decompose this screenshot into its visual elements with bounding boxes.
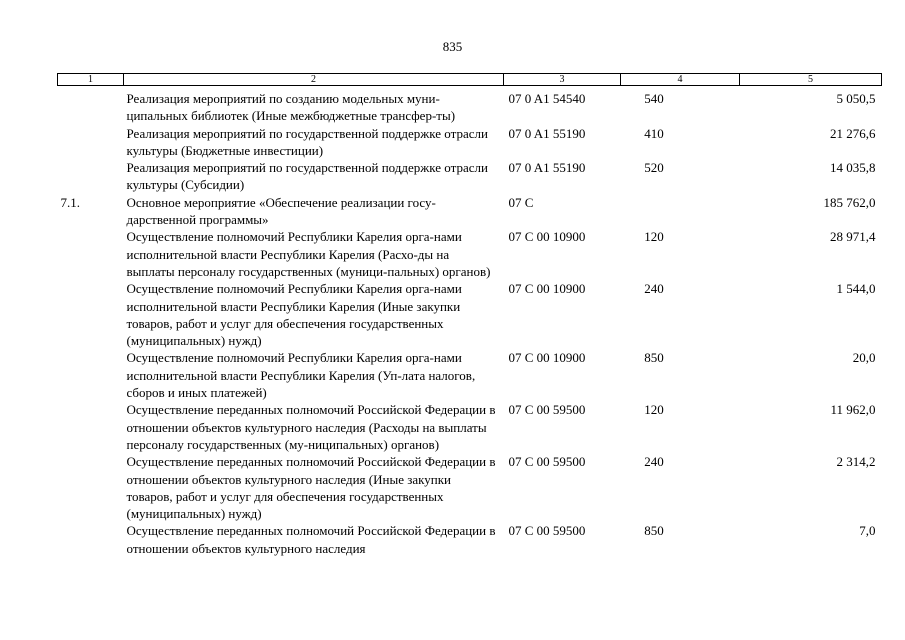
- row-number: [58, 86, 124, 125]
- row-expense-type: [621, 194, 740, 229]
- header-row: [58, 74, 882, 86]
- table-row: [58, 228, 882, 280]
- row-number: [58, 522, 124, 557]
- table-row: [58, 349, 882, 401]
- row-amount: 185 762,0: [823, 194, 876, 210]
- page-number: 835: [442, 39, 463, 54]
- row-name: Осуществление переданных полномочий Российской Федерации в отношении объектов культурного наследия: [126, 523, 496, 556]
- row-number: 7.1.: [60, 194, 80, 210]
- row-name: Реализация мероприятий по созданию модельных муни-ципальных библиотек (Иные межбюджетные трансфер-ты): [126, 91, 456, 124]
- row-number: [58, 125, 124, 160]
- table-header: [58, 74, 882, 86]
- row-amount: 7,0: [859, 523, 876, 539]
- row-amount: 5 050,5: [836, 91, 876, 106]
- row-amount: 1 544,0: [836, 281, 876, 297]
- table-body: [58, 86, 882, 558]
- row-number: [58, 280, 124, 349]
- row-code: 07 0 A1 55190: [508, 125, 586, 141]
- table-row: [58, 125, 882, 160]
- row-expense-type: 540: [644, 91, 664, 106]
- table-row: [58, 522, 882, 557]
- table-row: [58, 280, 882, 349]
- row-name: Осуществление переданных полномочий Российской Федерации в отношении объектов культурного наследия (Расходы на выплаты персоналу государственных (му-ниципальных) органов): [126, 402, 496, 452]
- row-amount: 20,0: [852, 350, 876, 366]
- row-expense-type: 240: [644, 454, 664, 470]
- row-amount: 21 276,6: [830, 125, 876, 141]
- row-code: 07 С 00 10900: [508, 350, 586, 366]
- header-col-1: 1: [58, 74, 124, 86]
- header-col-3: 3: [504, 74, 621, 86]
- row-name: Осуществление полномочий Республики Карелия орга-нами исполнительной власти Республики Карелия (Иные закупки товаров, работ и услуг для обеспечения государственных (муниципальных) нужд): [126, 281, 462, 349]
- row-expense-type: 120: [644, 402, 664, 418]
- row-amount: 28 971,4: [830, 229, 876, 245]
- row-number: [58, 401, 124, 453]
- row-code: 07 С 00 10900: [508, 229, 586, 245]
- row-name: Осуществление переданных полномочий Российской Федерации в отношении объектов культурного наследия (Иные закупки товаров, работ и услуг для обеспечения государственных (муниципальных) нужд): [126, 454, 496, 522]
- row-name: Реализация мероприятий по государственной поддержке отрасли культуры (Бюджетные инвестиции): [126, 125, 488, 158]
- row-expense-type: 240: [644, 281, 664, 297]
- table-row: [58, 453, 882, 522]
- row-expense-type: 850: [644, 350, 664, 366]
- row-expense-type: 850: [644, 523, 664, 539]
- row-number: [58, 453, 124, 522]
- row-name: Основное мероприятие «Обеспечение реализации госу-дарственной программы»: [126, 194, 436, 228]
- budget-table: [57, 73, 882, 557]
- row-code: 07 0 A1 54540: [508, 91, 586, 106]
- row-amount: 14 035,8: [830, 160, 876, 176]
- row-number: [58, 228, 124, 280]
- header-col-4: 4: [621, 74, 740, 86]
- row-name: Осуществление полномочий Республики Карелия орга-нами исполнительной власти Республики Карелия (Расхо-ды на выплаты персоналу государственных (муници-пальных) органов): [126, 229, 491, 279]
- row-amount: 2 314,2: [836, 454, 876, 470]
- row-code: 07 С 00 59500: [508, 454, 586, 470]
- row-name: Осуществление полномочий Республики Карелия орга-нами исполнительной власти Республики Карелия (Уп-лата налогов, сборов и иных платежей): [126, 350, 476, 401]
- row-code: 07 0 A1 55190: [508, 160, 586, 176]
- table-row: [58, 401, 882, 453]
- row-code: 07 С 00 59500: [508, 523, 586, 539]
- table-row: [58, 194, 882, 229]
- row-expense-type: 520: [644, 160, 664, 176]
- row-code: 07 С 00 10900: [508, 281, 586, 297]
- table-row: [58, 86, 882, 125]
- row-name: Реализация мероприятий по государственной поддержке отрасли культуры (Субсидии): [126, 160, 488, 193]
- table-row: [58, 159, 882, 194]
- row-expense-type: 410: [644, 125, 664, 141]
- row-expense-type: 120: [644, 229, 664, 245]
- header-col-5: 5: [740, 74, 882, 86]
- row-number: [58, 159, 124, 194]
- row-code: 07 С: [508, 194, 534, 210]
- header-col-2: 2: [124, 74, 504, 86]
- row-code: 07 С 00 59500: [508, 402, 586, 418]
- row-amount: 11 962,0: [830, 402, 876, 418]
- row-number: [58, 349, 124, 401]
